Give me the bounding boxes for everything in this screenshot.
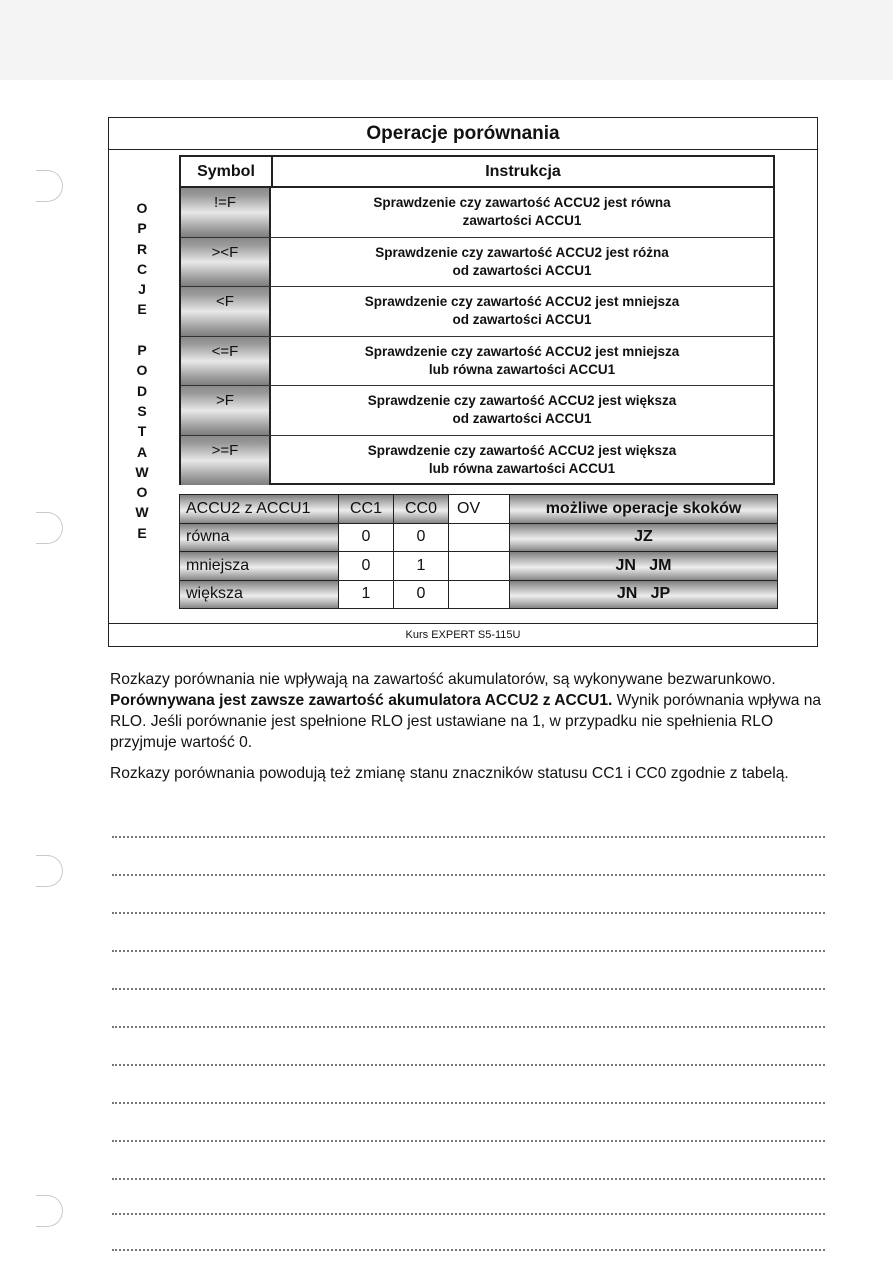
instruction-line: lub równa zawartości ACCU1 (428, 361, 616, 377)
instruction-line: od zawartości ACCU1 (452, 411, 592, 427)
dotted-line (112, 1064, 825, 1066)
instruction-line: Sprawdzenie czy zawartość ACCU2 jest większa (367, 443, 677, 459)
instruction-cell (271, 188, 773, 237)
comparison-box (108, 117, 818, 647)
ov-cell (448, 523, 510, 553)
text-run: Wynik porównania wpływa na RLO. Jeśli porównanie jest spełnione RLO jest ustawiane na 1, w przypadku nie spełnienia RLO przyjmuje wartość 0. (110, 692, 822, 751)
side-letter: W (135, 463, 149, 480)
cc0-cell: 0 (393, 523, 449, 553)
dotted-line (112, 836, 825, 838)
status-flags-table (179, 494, 777, 608)
header-cell: CC1 (338, 494, 394, 524)
side-letter: E (137, 301, 147, 318)
table-row (181, 238, 773, 288)
dotted-line (112, 1140, 825, 1142)
side-letter: O (136, 200, 148, 216)
instruction-line: Sprawdzenie czy zawartość ACCU2 jest równa (373, 195, 671, 211)
jumps-cell: JZ (509, 523, 778, 553)
instruction-cell (271, 287, 773, 336)
header-symbol: Symbol (181, 157, 273, 186)
instruction-cell (271, 386, 773, 435)
side-label (135, 198, 149, 543)
side-letter: D (136, 382, 148, 399)
punch-hole (36, 855, 63, 887)
side-letter: E (137, 524, 147, 541)
side-letter: R (136, 240, 148, 257)
dotted-line (112, 1026, 825, 1028)
header-cell: CC0 (393, 494, 449, 524)
header-cell: możliwe operacje skoków (509, 494, 778, 524)
box-title: Operacje porównania (109, 118, 817, 150)
compare-cell: mniejsza (179, 551, 339, 581)
punch-hole (36, 1195, 63, 1227)
table-header (181, 157, 773, 188)
side-letter: W (135, 504, 149, 521)
dotted-line (112, 1213, 825, 1215)
instruction-line: Sprawdzenie czy zawartość ACCU2 jest mniejsza (364, 294, 680, 310)
table-row (181, 287, 773, 337)
side-letter: O (136, 484, 148, 501)
table-row (179, 523, 777, 552)
symbol-cell: >=F (181, 436, 271, 486)
table-row (179, 551, 777, 580)
instruction-line: od zawartości ACCU1 (452, 312, 592, 328)
instruction-table (179, 155, 775, 485)
box-footer: Kurs EXPERT S5-115U (109, 623, 817, 646)
instruction-line: od zawartości ACCU1 (452, 262, 592, 278)
header-cell: ACCU2 z ACCU1 (179, 494, 339, 524)
symbol-cell: ><F (181, 238, 271, 287)
cc0-cell: 0 (393, 580, 449, 610)
symbol-cell: >F (181, 386, 271, 435)
side-letter: O (136, 362, 148, 379)
cc1-cell: 0 (338, 551, 394, 581)
symbol-cell: <=F (181, 337, 271, 386)
ov-cell (448, 551, 510, 581)
table-row (181, 386, 773, 436)
punch-hole (36, 512, 63, 544)
jumps-cell: JN JP (509, 580, 778, 610)
paragraph-1 (110, 669, 825, 753)
table-row (181, 337, 773, 387)
paragraph-2: Rozkazy porównania powodują też zmianę stanu znaczników statusu CC1 i CC0 zgodnie z tabelą. (110, 765, 789, 782)
instruction-line: Sprawdzenie czy zawartość ACCU2 jest większa (367, 393, 677, 409)
symbol-cell: !=F (181, 188, 271, 237)
compare-cell: równa (179, 523, 339, 553)
dotted-line (112, 1178, 825, 1180)
table-row (179, 580, 777, 609)
symbol-cell: <F (181, 287, 271, 336)
ov-cell (448, 580, 510, 610)
instruction-line: Sprawdzenie czy zawartość ACCU2 jest mniejsza (364, 343, 680, 359)
scan-top-band (0, 0, 893, 80)
dotted-line (112, 1102, 825, 1104)
instruction-cell (271, 238, 773, 287)
bold-text-run: Porównywana jest zawsze zawartość akumulatora ACCU2 z ACCU1. (110, 692, 613, 709)
compare-cell: większa (179, 580, 339, 610)
side-letter: J (138, 281, 146, 298)
instruction-line: zawartości ACCU1 (462, 213, 582, 229)
table-header-row (179, 494, 777, 523)
dotted-line (112, 950, 825, 952)
dotted-line (112, 874, 825, 876)
header-instruction: Instrukcja (485, 162, 561, 180)
text-run: Rozkazy porównania nie wpływają na zawartość akumulatorów, są wykonywane bezwarunkowo. (110, 671, 776, 688)
side-letter: A (136, 443, 148, 460)
instruction-cell (271, 337, 773, 386)
table-row (181, 436, 773, 486)
side-letter: S (137, 402, 147, 419)
instruction-line: lub równa zawartości ACCU1 (428, 461, 616, 477)
dotted-line (112, 988, 825, 990)
header-cell: OV (448, 494, 510, 524)
instruction-cell (271, 436, 773, 486)
cc1-cell: 0 (338, 523, 394, 553)
side-letter: C (136, 260, 148, 277)
jumps-cell: JN JM (509, 551, 778, 581)
side-letter: P (137, 342, 147, 359)
dotted-line (112, 912, 825, 914)
side-letter: P (137, 220, 147, 237)
punch-hole (36, 170, 63, 202)
side-letter: T (137, 423, 147, 440)
side-letter (135, 320, 149, 340)
dotted-line (112, 1249, 825, 1251)
cc0-cell: 1 (393, 551, 449, 581)
instruction-line: Sprawdzenie czy zawartość ACCU2 jest różna (375, 244, 669, 260)
cc1-cell: 1 (338, 580, 394, 610)
table-row (181, 188, 773, 238)
